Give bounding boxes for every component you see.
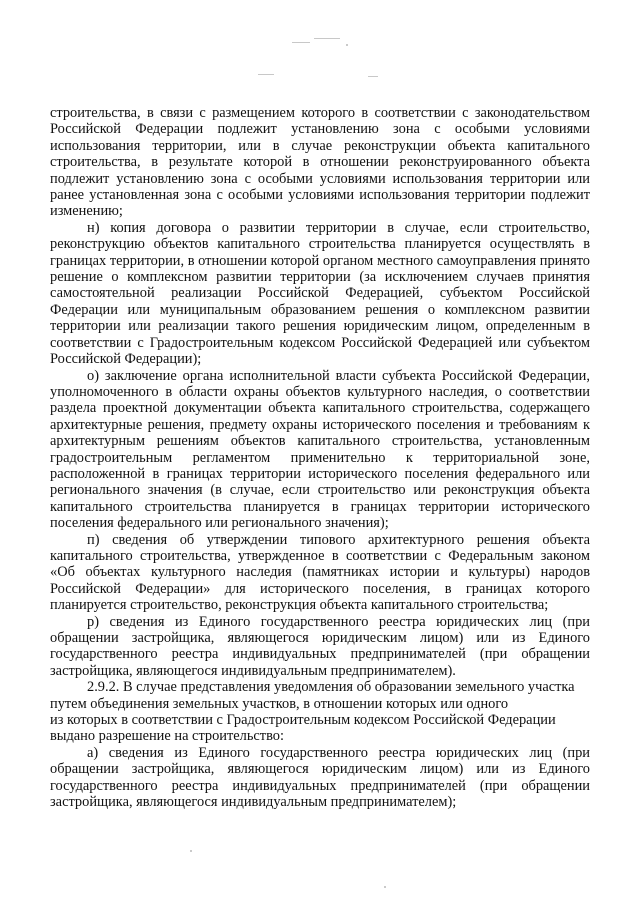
scan-artifact bbox=[346, 44, 348, 46]
document-page bbox=[50, 105, 590, 810]
paragraph-item-r: р) сведения из Единого государственного реестра юридических лиц (при обращении застройщика, являющегося юридическим лицом) или из Единого государственного реестра индивидуальных предпринимателей (при обращении застройщика, являющегося индивидуальным предпринимателем). bbox=[50, 613, 590, 679]
paragraph-item-a: а) сведения из Единого государственного реестра юридических лиц (при обращении застройщика, являющегося юридическим лицом) или из Единого государственного реестра индивидуальных предпринимателей (при обращении застройщика, являющегося индивидуальным предпринимателем); bbox=[50, 744, 590, 811]
paragraph-item-p: п) сведения об утверждении типового архитектурного решения объекта капитального строительства, утвержденное в соответствии с Федеральным законом «Об объектах культурного наследия (памятниках истории и культуры) народов Российской Федерации» для исторического поселения, в границах которого планируется строительство, реконструкция объекта капитального строительства; bbox=[50, 531, 590, 614]
scan-artifact bbox=[190, 850, 192, 852]
paragraph-intro-continuation: строительства, в связи с размещением которого в соответствии с законодательством Российской Федерации подлежит установлению зона с особыми условиями использования территории, или в случае реконструкции объекта капитального строительства, в результате которой в отношении реконструированного объекта подлежит установлению зона с особыми условиями использования территории или ранее установленная зона с особыми условиями использования территории подлежит изменению; bbox=[50, 105, 590, 220]
scan-artifact bbox=[368, 76, 378, 77]
scan-artifact bbox=[258, 74, 274, 75]
paragraph-section-2-9-2-continuation: из которых в соответствии с Градостроительным кодексом Российской Федерации выдано разрешение на строительство: bbox=[50, 712, 556, 745]
paragraph-item-o: о) заключение органа исполнительной власти субъекта Российской Федерации, уполномоченного в области охраны объектов культурного наследия, о соответствии раздела проектной документации объекта капитального строительства, содержащего архитектурные решения, предмету охраны исторического поселения и требованиям к архитектурным решениям объектов капитального строительства, установленным градостроительным регламентом применительно к территориальной зоне, расположенной в границах территории исторического поселения федерального или регионального значения (в случае, если строительство или реконструкция объекта капитального строительства планируется в границах территории исторического поселения федерального или регионального значения); bbox=[50, 367, 590, 532]
paragraph-section-2-9-2: 2.9.2. В случае представления уведомления об образовании земельного участка путем объединения земельных участков, в отношении которых или одного bbox=[50, 679, 575, 712]
scan-artifact bbox=[292, 42, 310, 43]
scan-artifact bbox=[384, 886, 386, 888]
scan-artifact bbox=[314, 38, 340, 39]
paragraph-item-n: н) копия договора о развитии территории в случае, если строительство, реконструкцию объектов капитального строительства планируется осуществлять в границах территории, в отношении которой органом местного самоуправления принято решение о комплексном развитии территории (за исключением случаев принятия самостоятельной реализации Российской Федерацией, субъектом Российской Федерации или муниципальным образованием решения о комплексном развитии территории или реализации такого решения юридическим лицом, определенным в соответствии с Градостроительным кодексом Российской Федерацией или субъектом Российской Федерации); bbox=[50, 219, 590, 368]
